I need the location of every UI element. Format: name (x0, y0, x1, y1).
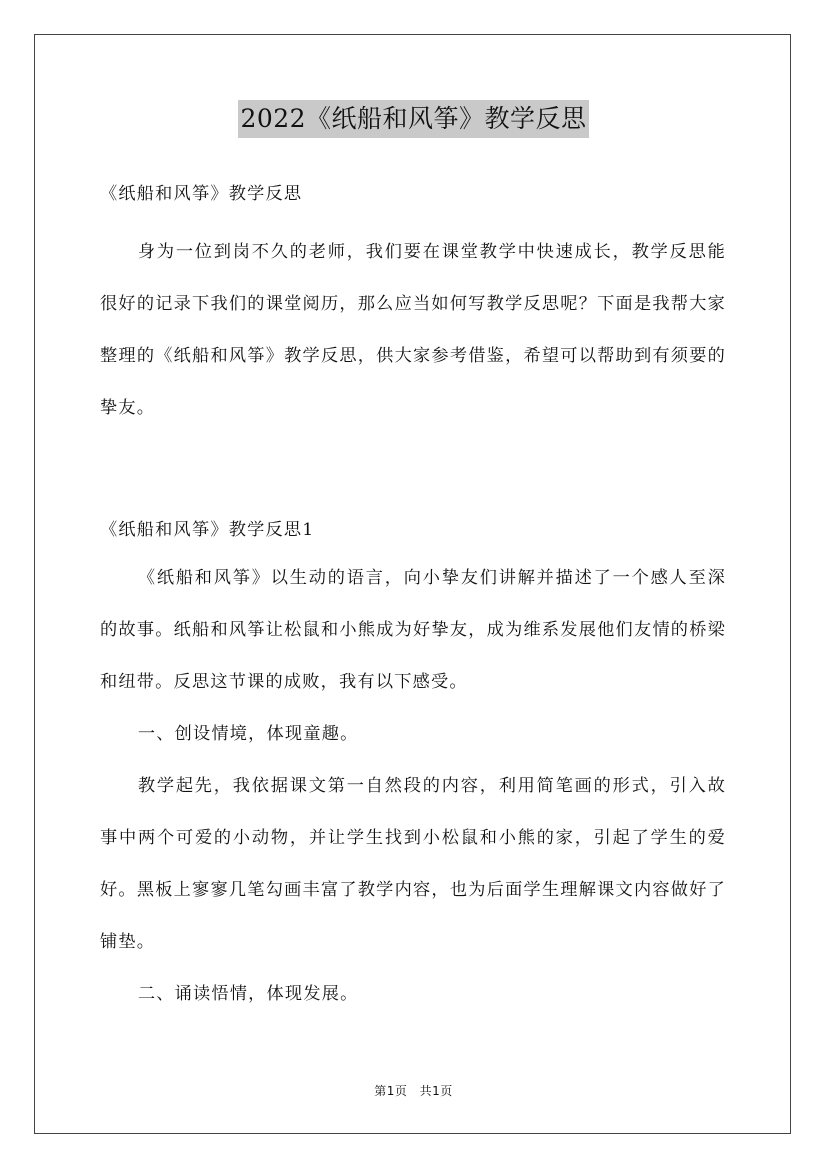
section-heading: 《纸船和风筝》教学反思1 (100, 520, 315, 540)
page-total: 共1页 (419, 1084, 453, 1098)
document-title: 2022《纸船和风筝》教学反思 (238, 100, 588, 138)
body-paragraph-1: 《纸船和风筝》以生动的语言，向小挚友们讲解并描述了一个感人至深的故事。纸船和风筝让松鼠和小熊成为好挚友，成为维系发展他们友情的桥梁和纽带。反思这节课的成败，我有以下感受。 (100, 568, 726, 692)
body-paragraph-3: 教学起先，我依据课文第一自然段的内容，利用简笔画的形式，引入故事中两个可爱的小动物，并让学生找到小松鼠和小熊的家，引起了学生的爱好。黑板上寥寥几笔勾画丰富了教学内容，也为后面学生理解课文内容做好了铺垫。 (100, 776, 726, 952)
document-body (100, 172, 726, 1020)
title-container (0, 100, 827, 138)
document-subtitle: 《纸船和风筝》教学反思 (100, 184, 303, 204)
page-number: 第1页 (374, 1084, 408, 1098)
intro-paragraph: 身为一位到岗不久的老师，我们要在课堂教学中快速成长，教学反思能很好的记录下我们的课堂阅历，那么应当如何写教学反思呢？下面是我帮大家整理的《纸船和风筝》教学反思，供大家参考借鉴，希望可以帮助到有须要的挚友。 (100, 242, 726, 418)
body-paragraph-4: 二、诵读悟情，体现发展。 (137, 984, 359, 1004)
body-paragraph-2: 一、创设情境，体现童趣。 (137, 724, 359, 744)
page-footer (0, 1082, 827, 1099)
